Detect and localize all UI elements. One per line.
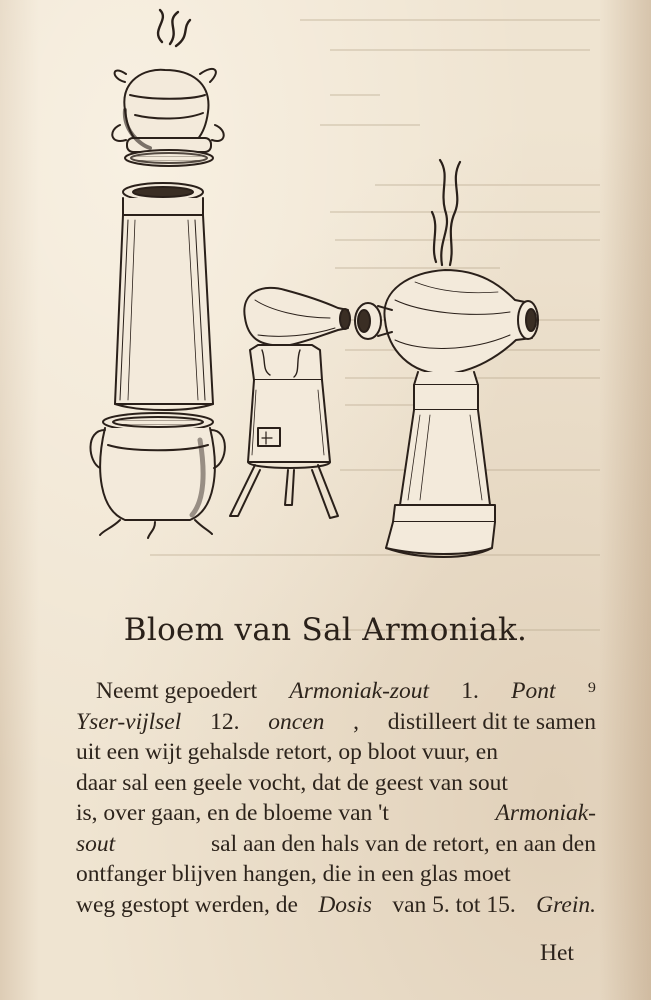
text-segment: van 5. tot 15. <box>392 891 516 918</box>
catchword: Het <box>540 940 574 966</box>
cauldron-drawing <box>90 413 224 538</box>
text-segment: daar sal een geele vocht, dat de geest van sout <box>76 769 508 796</box>
text-segment: 12. <box>210 708 240 735</box>
text-segment-italic: Dosis <box>318 891 372 918</box>
alembic-head-drawing <box>112 10 223 166</box>
retort-furnace-drawing <box>230 288 350 518</box>
text-line <box>76 798 596 829</box>
text-segment: , <box>353 708 359 735</box>
text-segment: weg gestopt werden, de <box>76 891 298 918</box>
text-segment-italic: Pont <box>511 678 556 704</box>
text-segment: 1. <box>461 678 479 704</box>
text-line <box>76 676 596 707</box>
text-segment: Neemt gepoedert <box>96 678 258 704</box>
text-segment: ontfanger blijven hangen, die in een glas moet <box>76 861 511 887</box>
recipe-paragraph <box>76 676 596 920</box>
text-line <box>76 829 596 860</box>
text-segment-italic: Armoniak-zout <box>289 678 430 704</box>
text-segment-italic: Grein. <box>536 891 596 918</box>
text-line <box>76 859 596 890</box>
text-line <box>76 768 596 799</box>
figure-caption: Bloem van Sal Armoniak. <box>123 612 528 648</box>
text-line <box>76 890 596 921</box>
text-segment: is, over gaan, en de bloeme van 't <box>76 800 389 826</box>
text-segment: sal aan den hals van de retort, en aan den <box>211 830 596 857</box>
text-line <box>76 737 596 768</box>
text-segment-italic: Yser-vijlsel <box>76 708 182 735</box>
text-segment-italic: oncen <box>268 708 325 735</box>
text-segment-italic: Armoniak- <box>495 800 596 826</box>
text-segment-italic: sout <box>76 830 116 857</box>
large-retort-furnace-drawing <box>355 160 538 557</box>
text-line <box>76 707 596 738</box>
tube-drawing <box>115 183 213 410</box>
text-segment: ⁹ <box>587 678 596 704</box>
text-segment: distilleert dit te samen <box>387 708 596 735</box>
text-segment: uit een wijt gehalsde retort, op bloot vuur, en <box>76 739 498 765</box>
